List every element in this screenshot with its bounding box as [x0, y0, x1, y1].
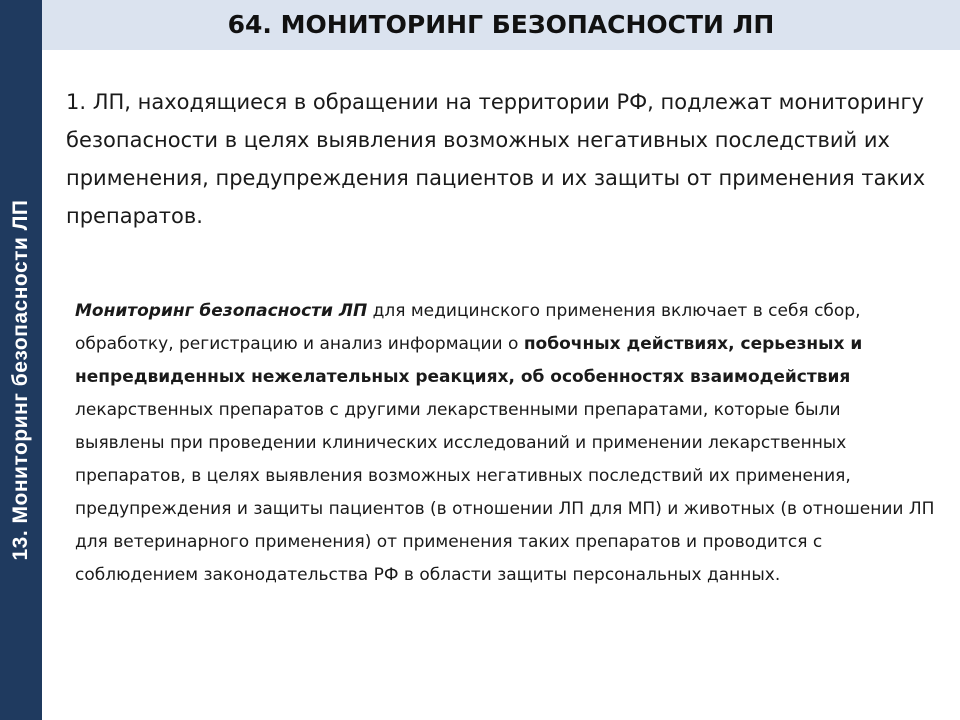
definition-emphasis: побочных действиях, серьезных и непредвиденных нежелательных реакциях, об особенностях взаимодействия: [75, 334, 863, 387]
page-title: 64. МОНИТОРИНГ БЕЗОПАСНОСТИ ЛП: [227, 10, 775, 39]
definition-paragraph: [75, 295, 935, 592]
section-label: 13. Мониторинг безопасности ЛП: [9, 199, 32, 561]
definition-text-1: для медицинского применения включает в себя сбор, обработку, регистрацию и анализ информации о: [75, 301, 861, 354]
point-1-text: 1. ЛП, находящиеся в обращении на территории РФ, подлежат мониторингу безопасности в целях выявления возможных негативных последствий их применения, предупреждения пациентов и их защиты от применения таких препаратов.: [66, 90, 926, 228]
definition-term: Мониторинг безопасности ЛП: [75, 301, 368, 321]
section-sidebar: [0, 0, 42, 720]
definition-text-2: лекарственных препаратов с другими лекарственными препаратами, которые были выявлены при проведении клинических исследований и применении лекарственных препаратов, в целях выявления возможных негативных последствий их применения, предупреждения и защиты пациентов (в отношении ЛП для МП) и животных (в отношении ЛП для ветеринарного применения) от применения таких препаратов и проводится с соблюдением законодательства РФ в области защиты персональных данных.: [75, 400, 935, 585]
title-bar: [42, 0, 960, 50]
